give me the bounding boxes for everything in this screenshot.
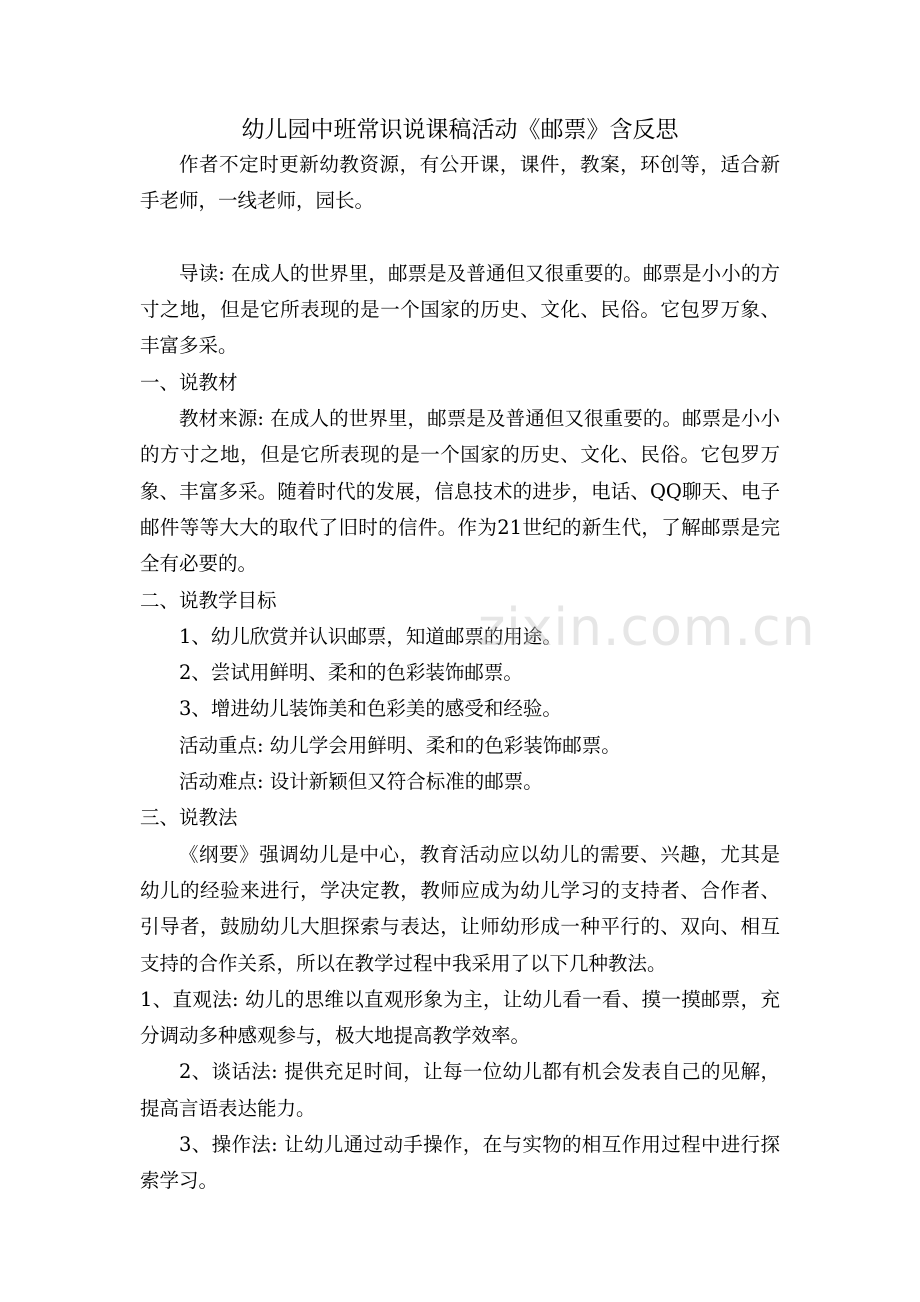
watermark: zixin.com.cn — [478, 598, 816, 658]
document-body — [140, 147, 780, 1200]
difficult-point: 活动难点: 设计新颖但又符合标准的邮票。 — [179, 770, 543, 794]
key-point: 活动重点: 幼儿学会用鲜明、柔和的色彩装饰邮票。 — [179, 733, 621, 757]
goal-item: 1、幼儿欣赏并认识邮票，知道邮票的用途。 — [179, 624, 562, 648]
section-heading-methods: 三、说教法 — [140, 806, 238, 830]
method-item: 1、直观法: 幼儿的思维以直观形象为主，让幼儿看一看、摸一摸邮票，充分调动多种感观参与，极大地提高教学效率。 — [140, 987, 780, 1048]
method-item: 2、谈话法: 提供充足时间，让每一位幼儿都有机会发表自己的见解，提高言语表达能力。 — [140, 1060, 780, 1120]
goal-item: 2、尝试用鲜明、柔和的色彩装饰邮票。 — [179, 661, 523, 685]
guide-paragraph: 导读: 在成人的世界里，邮票是及普通但又很重要的。邮票是小小的方寸之地，但是它所表现的是一个国家的历史、文化、民俗。它包罗万象、丰富多采。 — [140, 261, 780, 358]
blank-line — [140, 220, 780, 256]
intro-paragraph: 作者不定时更新幼教资源，有公开课，课件，教案，环创等，适合新手老师，一线老师，园长。 — [140, 153, 780, 213]
document-title: 幼儿园中班常识说课稿活动《邮票》含反思 — [241, 117, 679, 143]
materials-paragraph: 教材来源: 在成人的世界里，邮票是及普通但又很重要的。邮票是小小的方寸之地，但是它所表现的是一个国家的历史、文化、民俗。它包罗万象、丰富多采。随着时代的发展，信息技术的进步，电话、QQ聊天、电子邮件等等大大的取代了旧时的信件。作为21世纪的新生代，了解邮票是完全有必要的。 — [140, 407, 780, 576]
section-heading-materials: 一、说教材 — [140, 370, 238, 394]
goal-item: 3、增进幼儿装饰美和色彩美的感受和经验。 — [179, 697, 562, 721]
method-item: 3、操作法: 让幼儿通过动手操作，在与实物的相互作用过程中进行探索学习。 — [140, 1133, 780, 1193]
section-heading-goals: 二、说教学目标 — [140, 588, 277, 612]
methods-paragraph: 《纲要》强调幼儿是中心，教育活动应以幼儿的需要、兴趣，尤其是幼儿的经验来进行，学决定教，教师应成为幼儿学习的支持者、合作者、引导者，鼓励幼儿大胆探索与表达，让师幼形成一种平行的、双向、相互支持的合作关系，所以在教学过程中我采用了以下几种教法。 — [140, 842, 780, 975]
